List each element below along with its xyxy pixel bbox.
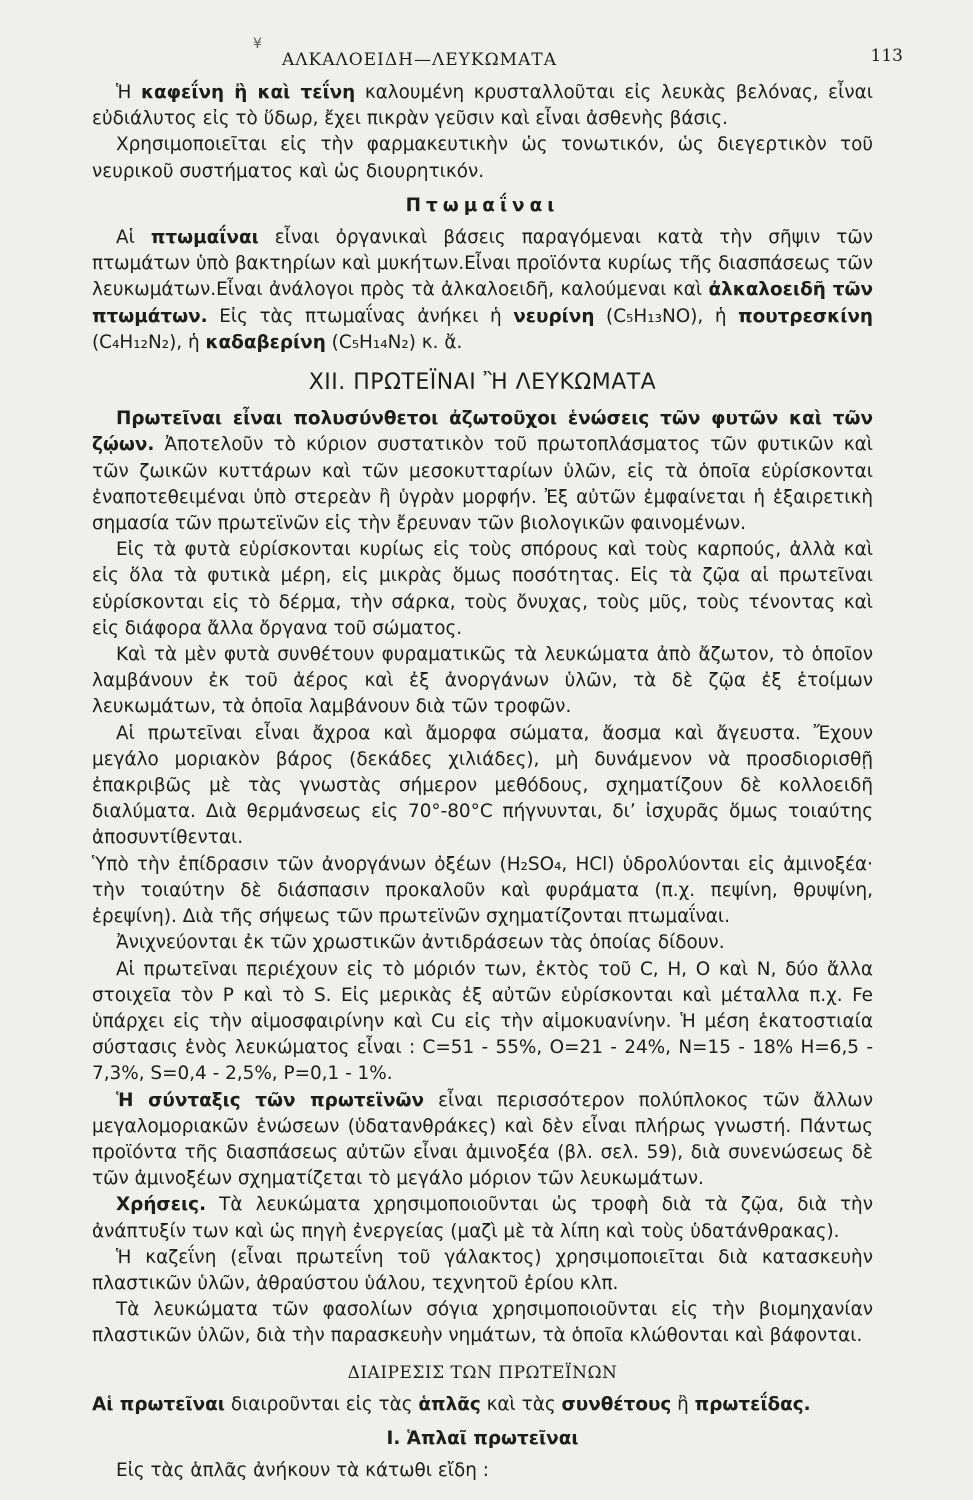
ptomaines-term: πτωμαΐναι (150, 227, 259, 249)
complex-term: συνθέτους (561, 1393, 672, 1415)
corner-mark: ¥ (253, 36, 262, 52)
chapter-title: XII. ΠΡΩΤΕΪΝΑΙ Ἢ ΛΕΥΚΩΜΑΤΑ (308, 370, 657, 396)
putrescine-term: πουτρεσκίνη (738, 305, 873, 327)
simple-proteins-intro: Εἰς τὰς ἁπλᾶς ἀνήκουν τὰ κάτωθι εἴδη : (116, 1460, 489, 1482)
caffeine-paragraph (92, 80, 873, 132)
soy-paragraph: Τὰ λευκώματα τῶν φασολίων σόγια χρησιμοποιοῦνται εἰς τὴν βιομηχανίαν πλαστικῶν ὑλῶν, διὰ τὴν παρασκευὴν νημάτων, τὰ ὁποῖα κλώθονται καὶ βάφονται. (92, 1299, 873, 1347)
division-mid: διαιροῦνται εἰς τὰς (224, 1393, 419, 1415)
simple-term: ἁπλᾶς (418, 1393, 481, 1415)
ptomaines-text-4: , ἡ (176, 331, 206, 353)
ptomaines-paragraph (92, 225, 873, 356)
proteins-occurrence-paragraph: Εἰς τὰ φυτὰ εὑρίσκονται κυρίως εἰς τοὺς σπόρους καὶ τοὺς καρπούς, ἀλλὰ καὶ εἰς ὅλα τὰ φυτικὰ μέρη, εἰς μικρὰς ὅμως ποσότητας. Εἰς τὰ ζῷα αἱ πρωτεῖναι εὑρίσκονται εἰς τὸ δέρμα, τὴν σάρκα, τοὺς ὄνυχας, τοὺς μῦς, τοὺς τένοντας καὶ εἰς διάφορα ἄλλα ὄργανα τοῦ σώματος. (92, 539, 873, 639)
proteins-uses-paragraph (92, 1192, 873, 1244)
division-line (92, 1392, 873, 1418)
neurine-formula: (C₅H₁₃NO) (606, 305, 698, 327)
proteins-structure-paragraph (92, 1088, 873, 1193)
caffeine-lead: Ἡ (116, 82, 132, 103)
caffeine-term: καφεΐνη ἢ καὶ τεΐνη (140, 82, 356, 103)
page-number: 113 (870, 46, 903, 66)
uses-term: Χρήσεις. (116, 1194, 207, 1216)
ptomaines-text-2: Εἰς τὰς πτωμαΐνας ἀνήκει ἡ (207, 305, 514, 327)
proteins-synthesis-plants-paragraph: Καὶ τὰ μὲν φυτὰ συνθέτουν φυραματικῶς τὰ λευκώματα ἀπὸ ἄζωτον, τὸ ὁποῖον λαμβάνουν ἐκ τοῦ ἀέρος καὶ ἐξ ἀνοργάνων ὑλῶν, τὰ δὲ ζῷα ἐξ ἑτοίμων λευκωμάτων, τὰ ὁποῖα λαμβάνουν διὰ τῶν τροφῶν. (92, 644, 873, 718)
putrescine-formula: (C₄H₁₂N₂) (92, 331, 177, 353)
simple-proteins-heading: I. Ἁπλαῖ πρωτεῖναι (386, 1427, 579, 1449)
casein-paragraph: Ἡ καζεΐνη (εἶναι πρωτεΐνη τοῦ γάλακτος) χρησιμοποιεῖται διὰ κατασκευὴν πλαστικῶν ὑλῶν, ἀθραύστου ὑάλου, τεχνητοῦ ἐρίου κλπ. (92, 1246, 873, 1294)
proteins-composition-paragraph: Αἱ πρωτεῖναι περιέχουν εἰς τὸ μόριόν των, ἐκτὸς τοῦ C, H, O καὶ N, δύο ἄλλα στοιχεῖα τὸν P καὶ τὸ S. Εἰς μερικὰς ἐξ αὐτῶν εὑρίσκονται καὶ μέταλλα π.χ. Fe ὑπάρχει εἰς τὴν αἱμοσφαιρίνην καὶ Cu εἰς τὴν αἱμοκυανίνην. Ἡ μέση ἑκατοστιαία σύστασις ἑνὸς λευκώματος εἶναι : C=51 - 55%, O=21 - 24%, N=15 - 18% H=6,5 - 7,3%, S=0,4 - 2,5%, P=0,1 - 1%. (92, 958, 873, 1085)
proteides-term: πρωτεΐδας. (694, 1393, 811, 1415)
proteins-hydrolysis-paragraph: Ὑπὸ τὴν ἐπίδρασιν τῶν ἀνοργάνων ὀξέων (H₂SO₄, HCl) ὑδρολύονται εἰς ἀμινοξέα· τὴν τοιαύτην δὲ διάσπασιν προκαλοῦν καὶ φυράματα (π.χ. πεψίνη, θρυψίνη, ἐρεψίνη). Διὰ τῆς σήψεως τῶν πρωτεϊνῶν σχηματίζονται πτωμαΐναι. (92, 853, 873, 928)
ptomaines-lead: Αἱ (116, 227, 151, 249)
division-or: ἢ (671, 1393, 695, 1415)
proteins-definition-paragraph (92, 406, 873, 537)
ptomaines-heading: Πτωμαΐναι (405, 194, 560, 216)
neurine-term: νευρίνη (513, 305, 595, 327)
ptomaines-text-1: εἶναι ὀργανικαὶ βάσεις παραγόμεναι κατὰ τὴν σῆψιν τῶν πτωμάτων ὑπὸ βακτηρίων καὶ μυκήτων.Εἶναι προϊόντα κυρίως τῆς διασπάσεως τῶν λευκωμάτων.Εἶναι ἀνάλογοι πρὸς τὰ ἀλκαλοειδῆ, καλούμεναι καὶ (92, 227, 873, 301)
ptomaines-term-2: ἀλκαλοειδῆ τῶν πτωμάτων. (92, 279, 873, 327)
proteins-definition-text: Ἀποτελοῦν τὸ κύριον συστατικὸν τοῦ πρωτοπλάσματος τῶν φυτικῶν καὶ τῶν ζωικῶν κυττάρων καὶ τῶν μεσοκυτταρίων ὑλῶν, εἰς τὰ ὁποῖα εὑρίσκονται ἐναποτεθειμέναι ὑπὸ στερεὰν ἢ ὑγρὰν μορφήν. Ἐξ αὐτῶν ἐμφαίνεται ἡ ἐξαιρετικὴ σημασία τῶν πρωτεϊνῶν εἰς τὴν ἔρευναν τῶν βιολογικῶν φαινομένων. (92, 434, 873, 535)
division-title: ΔΙΑΙΡΕΣΙΣ ΤΩΝ ΠΡΩΤΕΪΝΩΝ (347, 1362, 618, 1383)
proteins-detection-paragraph: Ἀνιχνεύονται ἐκ τῶν χρωστικῶν ἀντιδράσεων τὰς ὁποίας δίδουν. (116, 932, 725, 954)
running-head: ΑΛΚΑΛΟΕΙΔΗ—ΛΕΥΚΩΜΑΤΑ (282, 50, 557, 70)
caffeine-use-paragraph: Χρησιμοποιεῖται εἰς τὴν φαρμακευτικὴν ὡς τονωτικόν, ὡς διεγερτικὸν τοῦ νευρικοῦ συστήματος καὶ ὡς διουρητικόν. (92, 134, 873, 182)
cadaverine-term: καδαβερίνη (205, 331, 326, 353)
synthesis-text: εἶναι περισσότερον πολύπλοκος τῶν ἄλλων μεγαλομοριακῶν ἑνώσεων (ὑδατανθράκες) καὶ δὲν εἶναι πλήρως γνωστή. Πάντως προϊόντα τῆς διασπάσεως αὐτῶν εἶναι ἀμινοξέα (βλ. σελ. 59), διὰ συνενώσεως δὲ τῶν ἀμινοξέων σχηματίζεται τὸ μεγάλο μόριον τῶν λευκωμάτων. (92, 1089, 873, 1190)
caffeine-text: καλουμένη κρυσταλλοῦται εἰς λευκὰς βελόνας, εἶναι εὐδιάλυτος εἰς τὸ ὕδωρ, ἔχει πικρὰν γεῦσιν καὶ εἶναι ἀσθενὴς βάσις. (92, 82, 873, 130)
body-text (92, 80, 873, 1484)
cadaverine-formula: (C₅H₁₄N₂) (331, 331, 416, 353)
division-and: καὶ τὰς (480, 1393, 562, 1415)
uses-text: Τὰ λευκώματα χρησιμοποιοῦνται ὡς τροφὴ διὰ τὰ ζῷα, διὰ τὴν ἀνάπτυξίν των καὶ ὡς πηγὴ ἐνεργείας (μαζὶ μὲ τὰ λίπη καὶ τοὺς ὑδατάνθρακας). (92, 1194, 873, 1242)
ptomaines-text-3: , ἡ (697, 305, 739, 327)
proteins-properties-paragraph: Αἱ πρωτεῖναι εἶναι ἄχροα καὶ ἄμορφα σώματα, ἄοσμα καὶ ἄγευστα. Ἔχουν μεγάλο μοριακὸν βάρος (δεκάδες χιλιάδες), μὴ δυνάμενον νὰ προσδιορισθῇ ἐπακριβῶς μὲ τὰς γνωστὰς σήμερον μεθόδους, σχηματίζουν δὲ κολλοειδῆ διαλύματα. Διὰ θερμάνσεως εἰς 70°-80°C πήγνυνται, διʼ ἰσχυρᾶς ὅμως τοιαύτης ἀποσυντίθενται. (92, 722, 873, 849)
page-header (92, 40, 903, 80)
division-lead: Αἱ πρωτεῖναι (92, 1393, 225, 1415)
proteins-definition-term: Πρωτεῖναι εἶναι πολυσύνθετοι ἀζωτοῦχοι ἑνώσεις τῶν φυτῶν καὶ τῶν ζῴων. (92, 408, 873, 456)
ptomaines-text-5: κ. ἄ. (415, 331, 463, 353)
synthesis-term: Ἡ σύνταξις τῶν πρωτεϊνῶν (116, 1089, 425, 1111)
